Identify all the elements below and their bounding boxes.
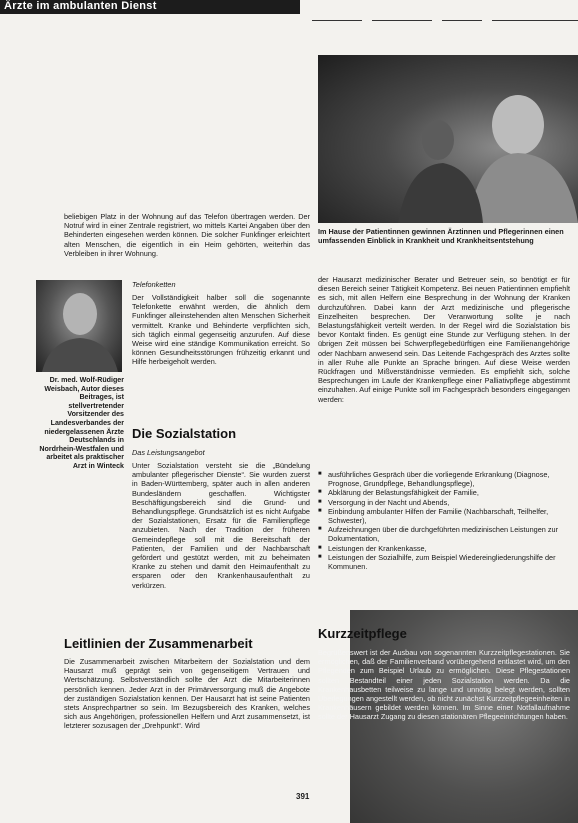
leitlinien-text: Die Zusammenarbeit zwischen Mitarbeitern der Sozialstation und dem Hausarzt muß geprägt sein von gegenseitigem Vertrauen und Wertschätzung. Selbstverständlich sollte der Arzt die Mitarbeiterinnen persönlich kennen. Jeder Arzt in der Primärversorgung muß die Angebote der zuständigen Sozialstation kennen. Der Hausarzt hat ist seine Patienten stets Ansprechpartner so sein. Im Bezugsbereich des Kranken, welches sich aus Angehörigen, professionellen Helfern und Arzt zusammensetzt, ist letzterer sozusagen der „Drehpunkt“. Wird (64, 657, 310, 731)
portrait-illustration (36, 280, 122, 372)
photo-illustration (318, 55, 578, 223)
list-item: ■ Einbindung ambulanter Hilfen der Familie (Nachbarschaft, Teilhelfer, Schwester), (318, 507, 570, 525)
kurzzeitpflege-heading: Kurzzeitpflege (318, 626, 407, 641)
list-item: ■ Aufzeichnungen über die durchgeführten medizinischen Leistungen zur Dokumentation, (318, 525, 570, 543)
sozialstation-subheading: Das Leistungsangebot (132, 448, 205, 457)
list-item: ■ Leistungen der Krankenkasse, (318, 544, 570, 553)
telefonketten-text: Der Vollständigkeit halber soll die sogenannte Telefonkette erwähnt werden, die ähnlich dem Funkfinger alleinstehenden alten Menschen Sicherheit vermittelt. Kranke und Behinderte verpflichten sich, sich täglich einmal gegenseitig anzurufen. Auf diese Weise wird eine ständige Kommunikation erreicht. So können Gesundheitsstörungen frühzeitig erkannt und Hilfe herbeigeholt werden. (132, 293, 310, 367)
section-title: Ärzte im ambulanten Dienst (4, 0, 157, 12)
kurzzeitpflege-text: Begrüßenswert ist der Ausbau von sogenannten Kurzzeitpflegestationen. Sie ermöglichen, daß der Familienverband vorübergehend entlastet wird, um den Pflegenden zum Beispiel Urlaub zu ermöglichen. Diese Pflegestationen sollten Bestandteil einer jeden Sozialstation werden. Da die Krankenhausbetten teilweise zu lange und unnötig belegt werden, sollten Überlegungen angestellt werden, ob nicht zunächst Kurzzeitpflegeeinheiten in Krankenhäusern gebildet werden können. Im Sinne einer Notfallaufnahme sollte der Hausarzt Zugang zu diesen stationären Pflegeeinrichtungen haben. (318, 648, 570, 722)
header-rule (492, 20, 578, 21)
header-rule (372, 20, 432, 21)
list-item: ■ Leistungen der Sozialhilfe, zum Beispiel Wiedereingliederungshilfe der Kommunen. (318, 553, 570, 571)
header-rule (442, 20, 482, 21)
sozialstation-heading: Die Sozialstation (132, 426, 237, 441)
leitlinien-heading: Leitlinien der Zusammenarbeit (64, 636, 253, 651)
intro-paragraph: beliebigen Platz in der Wohnung auf das Telefon übertragen werden. Der Notruf wird in einer Zentrale registriert, wo mittels Kartei Angaben über den Behinderten eingesehen werden können. Die solcher Funkfinger erleichtert alten Menschen, die eigentlich in ein Heim gehörten, weiterhin das Verbleiben in ihrer Wohnung. (64, 212, 310, 258)
telefonketten-heading: Telefonketten (132, 280, 176, 289)
right-column-text: der Hausarzt medizinischer Berater und Betreuer sein, so benötigt er für diesen Bereich seiner Tätigkeit Kompetenz. Bei neuen Patientinnen empfiehlt es sich, mit allen Helfern eine Besprechung in der Wohnung der Kranken durchzuführen. Dabei kann der Arzt medizinische und pflegerische Einzelheiten besprechen. Der Veranwortung sollte je nach Belastungsfähigkeit verteilt werden. In der Regel wird die Sozialstation bis bevor Kontakt finden. Es genügt eine Stunde zur Verfügung stehen. In der übrigen Zeit müssen bei Schwerpflegebedürftigen eine Familienangehörige oder Nachbarn anwesend sein. Das Leitende Fachgespräch des Arztes sollte in aller Ruhe alle Punkte an Sprache bringen. Auf diese Weise werden Rückfragen und Mißverständnisse vermieden. Es empfiehlt sich, solche Besprechungen im Laufe der Krankenpflege einer Palliativpflege abgestimmt einzuhalten. Auf einige Punkte soll im Fachgespräch besonders eingegangen werden: (318, 275, 570, 404)
page-number: 391 (296, 792, 310, 801)
sozialstation-text: Unter Sozialstation versteht sie die „Bündelung ambulanter pflegerischer Dienste“. Sie wurden zuerst in Baden-Württemberg, später auch in allen anderen Bundesländern geschaffen. Wichtigster Beschäftigungsbereich sind die Grund- und Behandlungspflege. Grundsätzlich ist es nicht Aufgabe der Sozialstationen, Ersatz für die Familienpflege anzubieten. Nach der Tradition der früheren Gemeindepflege soll mit die Bereitschaft der Patienten, der Familien und der Nachbarschaft gefördert und gestützt werden, mit zu beheimaten Kranke zu stehen und damit den Heimaufenthalt zu ersparen oder den Krankenhausaufenthalt zu verkürzen. (132, 461, 310, 590)
author-portrait (36, 280, 122, 372)
list-item: ■ Abklärung der Belastungsfähigkeit der Familie, (318, 488, 570, 497)
header-rule (312, 20, 362, 21)
list-item: ■ ausführliches Gespräch über die vorliegende Erkrankung (Diagnose, Prognose, Grundpflege, Behandlungspflege), (318, 470, 570, 488)
list-item: ■ Versorgung in der Nacht und Abends, (318, 498, 570, 507)
photo-caption: Im Hause der Patientinnen gewinnen Ärztinnen und Pflegerinnen einen umfassenden Einblick in Krankheit und Krankheitsentstehung (318, 227, 564, 246)
author-box: Dr. med. Wolf-Rüdiger Weisbach, Autor dieses Beitrages, ist stellvertretender Vorsitzender des Landesverbandes der niedergelassenen Ärzte Deutschlands in Nordrhein-Westfalen und arbeitet als praktischer Arzt in Winteck (39, 376, 124, 470)
checklist (318, 470, 570, 571)
patient-photo (318, 55, 578, 223)
